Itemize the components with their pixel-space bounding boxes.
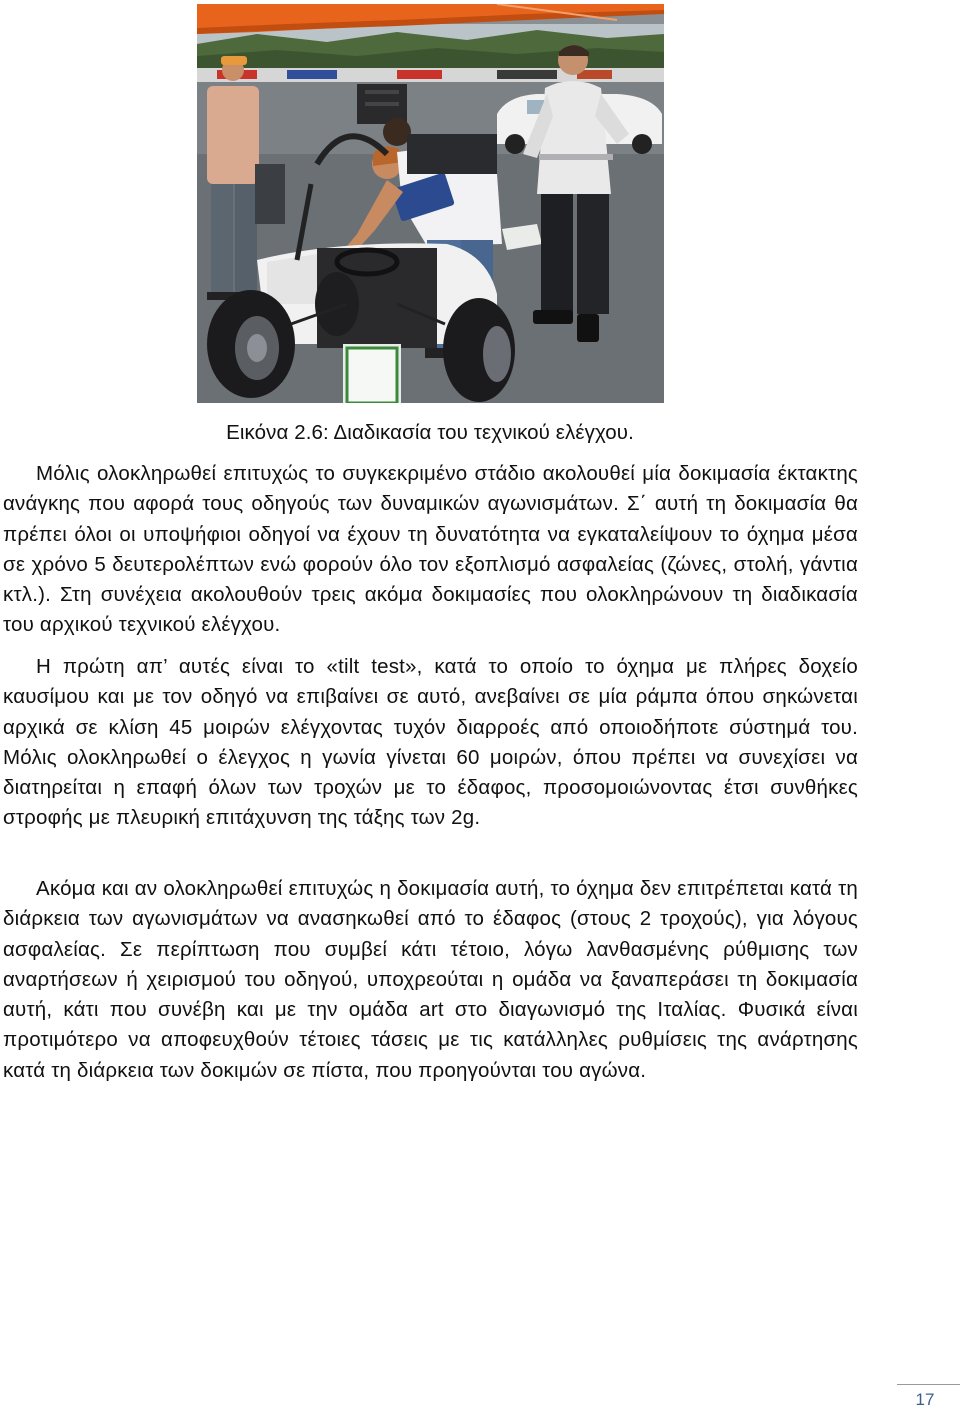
- paragraph-wheel-lift-rule: Ακόμα και αν ολοκληρωθεί επιτυχώς η δοκιμασία αυτή, το όχημα δεν επιτρέπεται κατά τη διάρκεια των αγωνισμάτων να ανασηκωθεί από το έδαφος (στους 2 τροχούς), για λόγους ασφαλείας. Σε περίπτωση που συμβεί κάτι τέτοιο, λόγω λανθασμένης ρύθμισης των αναρτήσεων ή χειρισμού του οδηγού, υποχρεούται η ομάδα να ξαναπεράσει τη δοκιμασία αυτή, κάτι που συνέβη και με την ομάδα art στο διαγωνισμό της Ιταλίας. Φυσικά είναι προτιμότερο να αποφευχθούν τέτοιες τάσεις με τις κατάλληλες ρυθμίσεις της ανάρτησης κατά τη διάρκεια των δοκιμών σε πίστα, που προηγούνται του αγώνα.: [3, 877, 858, 1082]
- page-number-rule: [897, 1384, 960, 1385]
- figure-caption: Εικόνα 2.6: Διαδικασία του τεχνικού ελέγχου.: [226, 421, 634, 444]
- paragraph-tilt-test: Η πρώτη απ’ αυτές είναι το «tilt test», κατά το οποίο το όχημα με πλήρες δοχείο καυσίμου και με τον οδηγό να επιβαίνει σε αυτό, ανεβαίνει σε μία ράμπα όπου σηκώνεται αρχικά σε κλίση 45 μοιρών ελέγχοντας τυχόν διαρροές από οποιοδήποτε σύστημά του. Μόλις ολοκληρωθεί ο έλεγχος η γωνία γίνεται 60 μοιρών, όπου πρέπει να συνεχίσει να διατηρείται η επαφή όλων των τροχών με το έδαφος, προσομοιώνοντας έτσι συνθήκες στροφής με πλευρική επιτάχυνση της τάξης των 2g.: [3, 655, 858, 830]
- technical-inspection-photo: [197, 4, 664, 403]
- paragraph-emergency-exit-test: Μόλις ολοκληρωθεί επιτυχώς το συγκεκριμένο στάδιο ακολουθεί μία δοκιμασία έκτακτης ανάγκης που αφορά τους οδηγούς των δυναμικών αγωνισμάτων. Σ΄ αυτή τη δοκιμασία θα πρέπει όλοι οι υποψήφιοι οδηγοί να έχουν τη δυνατότητα να εγκαταλείψουν το όχημα μέσα σε χρόνο 5 δευτερολέπτων ενώ φορούν όλο τον εξοπλισμό ασφαλείας (ζώνες, στολή, γάντια κτλ.). Στη συνέχεια ακολουθούν τρεις ακόμα δοκιμασίες που ολοκληρώνουν τη διαδικασία του αρχικού τεχνικού ελέγχου.: [3, 462, 858, 637]
- page-number: 17: [915, 1390, 935, 1409]
